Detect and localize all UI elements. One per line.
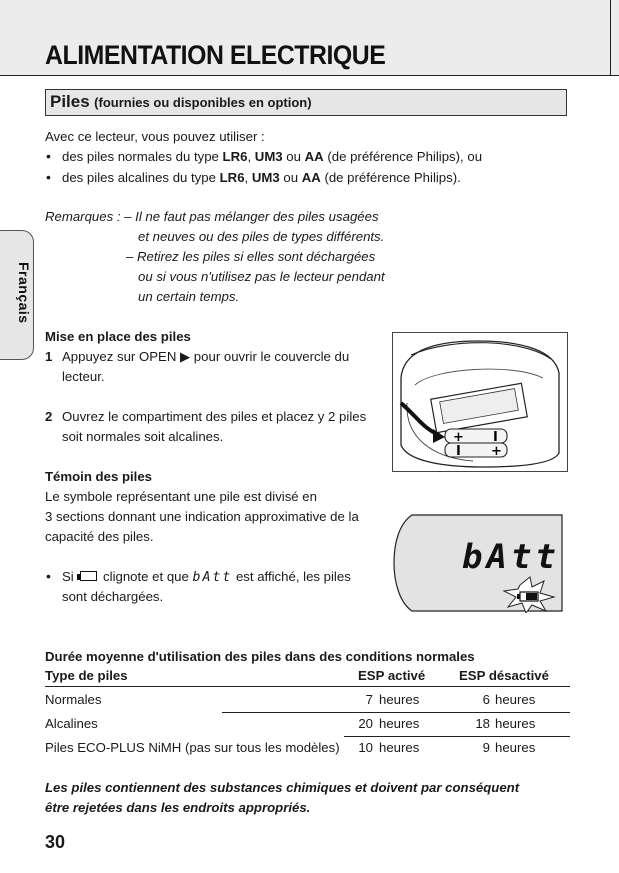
bullet-dot: • xyxy=(46,148,51,164)
header-border xyxy=(610,0,611,76)
table-cell-esp-on-unit: heures xyxy=(379,740,420,755)
step-number: 2 xyxy=(45,409,53,424)
svg-text:I: I xyxy=(493,430,498,445)
svg-text:+: + xyxy=(453,430,464,445)
table-cell-esp-off-unit: heures xyxy=(495,692,536,707)
page-number: 30 xyxy=(45,832,66,852)
table-rule xyxy=(45,686,570,687)
table-cell-type: Piles ECO-PLUS NiMH (pas sur tous les modèles) xyxy=(45,740,340,755)
header-rule xyxy=(0,75,619,76)
step-text: Appuyez sur OPEN ▶ pour ouvrir le couvercle du xyxy=(62,349,350,364)
warning-text: être rejetées dans les endroits appropriés. xyxy=(45,800,311,815)
section-heading-box xyxy=(45,89,567,116)
table-caption: Durée moyenne d'utilisation des piles dans des conditions normales xyxy=(45,649,475,664)
step-text: soit normales soit alcalines. xyxy=(62,429,224,444)
bullet-dot: • xyxy=(46,169,51,185)
table-cell-esp-off-unit: heures xyxy=(495,740,536,755)
bullet-dot: • xyxy=(46,568,51,584)
step-text: Ouvrez le compartiment des piles et placez y 2 piles xyxy=(62,409,367,424)
remark-line: Remarques : – Il ne faut pas mélanger des piles usagées xyxy=(45,209,379,224)
table-rule xyxy=(344,736,570,737)
table-cell-esp-off-value: 9 xyxy=(482,740,490,755)
intro-bullet-1: des piles normales du type LR6, UM3 ou AA (de préférence Philips), ou xyxy=(62,149,483,164)
battery-compartment-figure xyxy=(392,332,568,472)
table-header-esp-off: ESP désactivé xyxy=(459,668,549,683)
page-title: ALIMENTATION ELECTRIQUE xyxy=(45,40,386,70)
remark-line: – Retirez les piles si elles sont déchargées xyxy=(126,249,376,264)
battery-compartment-illustration xyxy=(393,333,567,471)
table-cell-esp-on-value: 20 xyxy=(358,716,373,731)
remark-line: ou si vous n'utilisez pas le lecteur pendant xyxy=(138,269,385,284)
table-cell-type: Alcalines xyxy=(45,716,98,731)
remark-line: et neuves ou des piles de types différents. xyxy=(138,229,385,244)
table-cell-esp-off-unit: heures xyxy=(495,716,536,731)
indicator-text: Le symbole représentant une pile est divisé en xyxy=(45,489,317,504)
lcd-batt-text: bAtt xyxy=(462,537,560,577)
table-cell-esp-on-unit: heures xyxy=(379,692,420,707)
lcd-display-figure xyxy=(392,513,568,613)
table-cell-esp-on-value: 10 xyxy=(358,740,373,755)
section-title-sub: (fournies ou disponibles en option) xyxy=(94,95,312,110)
table-cell-type: Normales xyxy=(45,692,102,707)
table-cell-esp-off-value: 18 xyxy=(475,716,490,731)
table-cell-esp-on-value: 7 xyxy=(365,692,373,707)
indicator-bullet: Si clignote et que bAtt est affiché, les piles xyxy=(62,569,351,585)
indicator-text: capacité des piles. xyxy=(45,529,154,544)
section-title-main: Piles xyxy=(50,92,90,111)
table-cell-esp-on-unit: heures xyxy=(379,716,420,731)
step-text: lecteur. xyxy=(62,369,105,384)
step-number: 1 xyxy=(45,349,53,364)
svg-text:I: I xyxy=(456,444,461,459)
section-title xyxy=(50,92,312,112)
indicator-text: 3 sections donnant une indication approximative de la xyxy=(45,509,359,524)
indicator-bullet-line2: sont déchargées. xyxy=(62,589,164,604)
intro-lead: Avec ce lecteur, vous pouvez utiliser : xyxy=(45,129,265,144)
table-cell-esp-off-value: 6 xyxy=(482,692,490,707)
svg-text:+: + xyxy=(491,444,502,459)
warning-text: Les piles contiennent des substances chimiques et doivent par conséquent xyxy=(45,780,520,795)
table-rule xyxy=(222,712,570,713)
remark-line: un certain temps. xyxy=(138,289,240,304)
battery-icon xyxy=(77,571,99,583)
batt-lcd-text: bAtt xyxy=(192,570,233,585)
table-header-esp-on: ESP activé xyxy=(358,668,426,683)
table-header-type: Type de piles xyxy=(45,668,128,683)
install-heading: Mise en place des piles xyxy=(45,329,191,344)
language-tab-label: Français xyxy=(16,262,32,324)
intro-bullet-2: des piles alcalines du type LR6, UM3 ou AA (de préférence Philips). xyxy=(62,170,461,185)
indicator-heading: Témoin des piles xyxy=(45,469,152,484)
